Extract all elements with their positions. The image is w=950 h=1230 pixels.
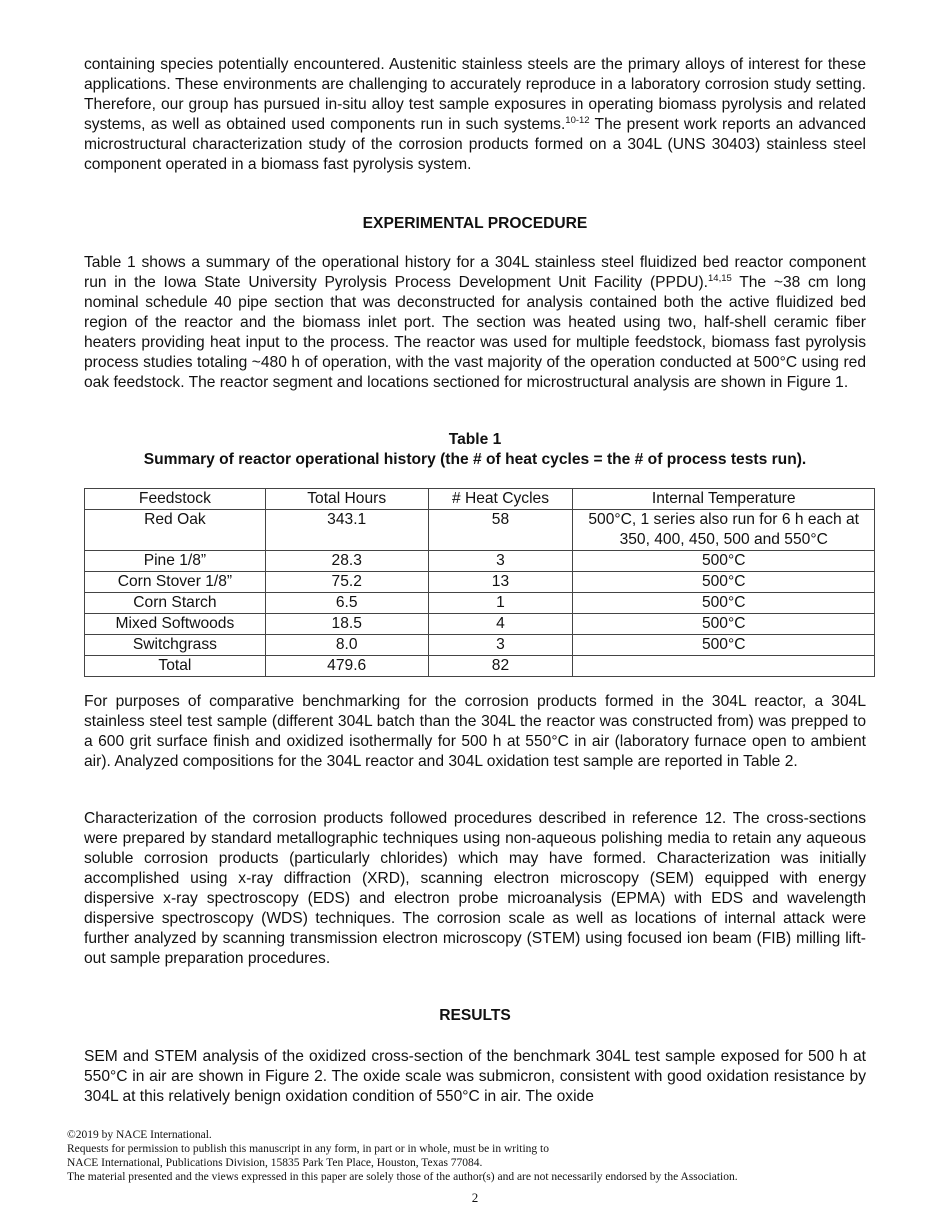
page-number: 2 (471, 1190, 479, 1205)
cell-temperature: 500°C (573, 614, 875, 635)
table-row (85, 614, 875, 635)
cell-temperature: 500°C (573, 635, 875, 656)
header-feedstock: Feedstock (85, 489, 266, 510)
cell-temperature: 500°C (573, 572, 875, 593)
paragraph-text-continued: The ~38 cm long nominal schedule 40 pipe section that was deconstructed for analysis contained both the active fluidized bed region of the reactor and the biomass inlet port. The section was heated using two, half-shell ceramic fiber heaters providing heat input to the process. The reactor was used for multiple feedstock, biomass fast pyrolysis process studies totaling ~480 h of operation, with the vast majority of the operation conducted at 500°C using red oak feedstock. The reactor segment and locations sectioned for microstructural analysis are shown in Figure 1. (84, 274, 867, 391)
table-caption: Summary of reactor operational history (the # of heat cycles = the # of process tests run). (143, 451, 807, 468)
experimental-paragraph-3: Characterization of the corrosion products followed procedures described in reference 12. The cross-sections were prepared by standard metallographic techniques using non-aqueous polishing media to retain any aqueous soluble corrosion products (particularly chlorides) which may have formed. Characterization was initially accomplished using x-ray diffraction (XRD), scanning electron microscopy (SEM) equipped with energy dispersive x-ray spectroscopy (EDS) and electron probe microanalysis (EPMA) with EDS and wavelength dispersive spectroscopy (WDS) techniques. The corrosion scale as well as locations of internal attack were further analyzed by scanning transmission electron microscopy (STEM) using focused ion beam (FIB) milling lift-out sample preparation procedures. (84, 810, 866, 967)
cell-hours: 479.6 (265, 656, 428, 677)
table-row (85, 510, 875, 551)
header-total-hours: Total Hours (265, 489, 428, 510)
results-paragraph-1: SEM and STEM analysis of the oxidized cross-section of the benchmark 304L test sample exposed for 500 h at 550°C in air are shown in Figure 2. The oxide scale was submicron, consistent with good oxidation resistance by 304L at this relatively benign oxidation condition of 550°C in air. The oxide (84, 1048, 866, 1105)
footer-line: The material presented and the views expressed in this paper are solely those of the author(s) and are not necessarily endorsed by the Association. (67, 1171, 738, 1183)
footer-line: Requests for permission to publish this manuscript in any form, in part or in whole, must be in writing to (67, 1143, 549, 1155)
table-total-row (85, 656, 875, 677)
table-header-row (85, 489, 875, 510)
cell-temperature: 500°C (573, 593, 875, 614)
cell-hours: 6.5 (265, 593, 428, 614)
footer-line: NACE International, Publications Division, 15835 Park Ten Place, Houston, Texas 77084. (67, 1157, 483, 1169)
cell-cycles: 3 (428, 551, 573, 572)
table-row (85, 635, 875, 656)
cell-feedstock: Pine 1/8” (85, 551, 266, 572)
cell-cycles: 58 (428, 510, 573, 551)
intro-text: containing species potentially encountered. Austenitic stainless steels are the primary alloys of interest for these applications. These environments are challenging to accurately reproduce in a laboratory corrosion study setting. Therefore, our group has pursued in-situ alloy test sample exposures in operating biomass pyrolysis and related systems, as well as obtained used components run in such systems. (84, 56, 866, 133)
cell-feedstock: Corn Starch (85, 593, 266, 614)
citation-superscript: 10-12 (565, 114, 590, 126)
intro-text-continued: The present work reports an advanced microstructural characterization study of the corrosion products formed on a 304L (UNS 30403) stainless steel component operated in a biomass fast pyrolysis system. (84, 116, 866, 173)
cell-feedstock: Red Oak (85, 510, 266, 551)
header-heat-cycles: # Heat Cycles (428, 489, 573, 510)
cell-hours: 75.2 (265, 572, 428, 593)
table-row (85, 572, 875, 593)
footer-line: ©2019 by NACE International. (67, 1129, 212, 1141)
cell-cycles: 1 (428, 593, 573, 614)
cell-cycles: 3 (428, 635, 573, 656)
cell-temperature (573, 656, 875, 677)
intro-paragraph (84, 55, 866, 175)
cell-feedstock: Mixed Softwoods (85, 614, 266, 635)
cell-hours: 8.0 (265, 635, 428, 656)
cell-cycles: 4 (428, 614, 573, 635)
cell-cycles: 13 (428, 572, 573, 593)
section-heading-results: RESULTS (439, 1007, 511, 1024)
table-label: Table 1 (448, 431, 502, 448)
cell-temperature: 500°C, 1 series also run for 6 h each at 350, 400, 450, 500 and 550°C (573, 510, 875, 551)
cell-temperature: 500°C (573, 551, 875, 572)
cell-feedstock: Switchgrass (85, 635, 266, 656)
header-internal-temperature: Internal Temperature (573, 489, 875, 510)
experimental-paragraph-2: For purposes of comparative benchmarking for the corrosion products formed in the 304L reactor, a 304L stainless steel test sample (different 304L batch than the 304L the reactor was constructed from) was prepped to a 600 grit surface finish and oxidized isothermally for 500 h at 550°C in air (laboratory furnace open to ambient air). Analyzed compositions for the 304L reactor and 304L oxidation test sample are reported in Table 2. (84, 693, 866, 770)
paragraph-text: Table 1 shows a summary of the operational history for a 304L stainless steel fluidized bed reactor component run in the Iowa State University Pyrolysis Process Development Unit Facility (PPDU). (84, 254, 866, 291)
cell-hours: 18.5 (265, 614, 428, 635)
table-reactor-history (84, 488, 875, 677)
cell-hours: 28.3 (265, 551, 428, 572)
copyright-footer (67, 1128, 867, 1184)
cell-hours: 343.1 (265, 510, 428, 551)
citation-superscript: 14,15 (708, 272, 732, 284)
cell-cycles: 82 (428, 656, 573, 677)
cell-feedstock: Corn Stover 1/8” (85, 572, 266, 593)
section-heading-experimental: EXPERIMENTAL PROCEDURE (362, 215, 588, 232)
table-row (85, 593, 875, 614)
cell-feedstock: Total (85, 656, 266, 677)
table-row (85, 551, 875, 572)
experimental-paragraph-1 (84, 253, 866, 393)
